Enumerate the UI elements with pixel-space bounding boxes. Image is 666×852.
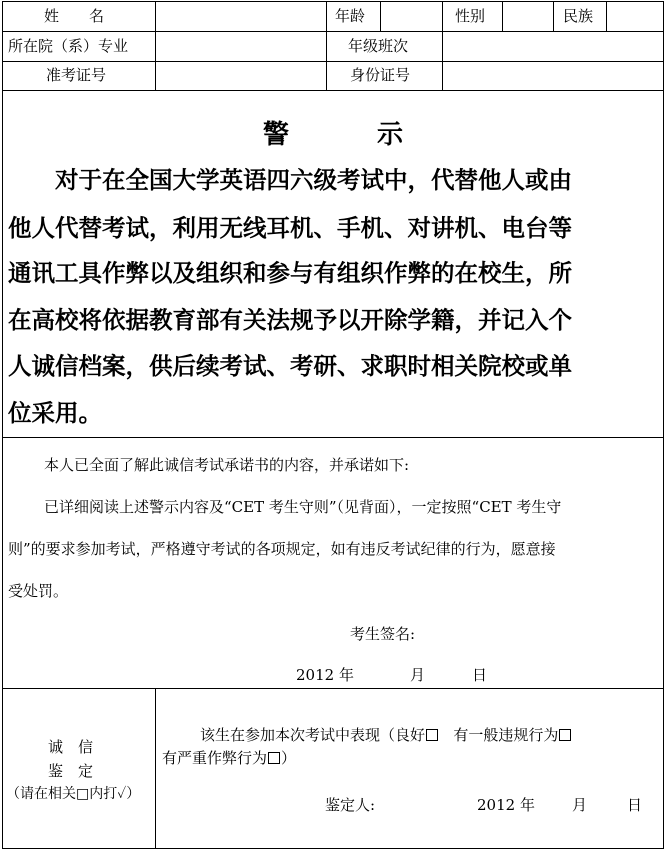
col-divider-c <box>380 1 381 31</box>
college-field[interactable] <box>157 33 325 60</box>
appraisal-text-1 <box>200 726 572 744</box>
grade-label: 年级班次 <box>348 37 409 55</box>
col-divider-a <box>155 1 156 90</box>
appraisal-text-2a: 有严重作弊行为 <box>162 749 268 767</box>
appraisal-text-1b: 有一般违规行为 <box>453 726 559 744</box>
admission-field[interactable] <box>157 63 325 89</box>
ethnicity-field[interactable] <box>608 3 662 30</box>
appraisal-note: （请在相关□内打✓） <box>6 786 141 802</box>
warning-line-2: 他人代替考试，利用无线耳机、手机、对讲机、电台等 <box>8 214 572 242</box>
appraisal-text-1a: 该生在参加本次考试中表现（良好 <box>200 726 426 744</box>
signature-field[interactable] <box>432 620 632 646</box>
warning-line-3: 通讯工具作弊以及组织和参与有组织作弊的在校生，所 <box>8 259 572 287</box>
checkbox-good[interactable] <box>426 729 438 741</box>
ethnicity-label: 民族 <box>563 7 594 25</box>
outer-border-bottom <box>2 848 664 849</box>
warning-line-6: 位采用。 <box>8 399 102 427</box>
age-label: 年龄 <box>335 7 366 25</box>
name-field[interactable] <box>157 3 325 30</box>
appraiser-label: 鉴定人: <box>325 796 376 814</box>
id-label: 身份证号 <box>350 66 411 84</box>
pledge-date-month: 月 <box>410 666 426 684</box>
appraisal-date-month: 月 <box>572 796 588 814</box>
col-divider-d <box>442 1 443 90</box>
id-field[interactable] <box>444 63 662 89</box>
pledge-intro: 本人已全面了解此诚信考试承诺书的内容，并承诺如下: <box>44 456 410 474</box>
warning-line-1: 对于在全国大学英语四六级考试中，代替他人或由 <box>8 166 572 194</box>
pledge-line-2: 则”的要求参加考试，严格遵守考试的各项规定，如有违反考试纪律的行为，愿意接 <box>8 540 556 558</box>
col-divider-f <box>553 1 554 31</box>
row-divider-2 <box>2 61 664 62</box>
gender-label: 性别 <box>455 7 486 25</box>
appraisal-text-2 <box>162 749 296 767</box>
age-field[interactable] <box>382 3 440 30</box>
appraisal-divider <box>155 688 156 849</box>
college-label: 所在院（系）专业 <box>8 37 129 55</box>
row-divider-1 <box>2 31 664 32</box>
row-divider-5 <box>2 688 664 689</box>
appraisal-label-2: 鉴 定 <box>48 762 94 780</box>
col-divider-g <box>606 1 607 31</box>
pledge-date-day: 日 <box>472 666 488 684</box>
appraisal-label-1: 诚 信 <box>48 738 94 756</box>
col-divider-e <box>502 1 503 31</box>
appraisal-date-day: 日 <box>627 796 643 814</box>
appraisal-date-year: 2012 年 <box>477 796 535 814</box>
pledge-line-1: 已详细阅读上述警示内容及“CET 考生守则”（见背面），一定按照“CET 考生守 <box>44 498 562 516</box>
warning-line-4: 在高校将依据教育部有关法规予以开除学籍，并记入个 <box>8 306 572 334</box>
pledge-line-3: 受处罚。 <box>8 582 69 600</box>
admission-label: 准考证号 <box>46 66 107 84</box>
checkbox-minor-violation[interactable] <box>559 729 571 741</box>
warning-line-5: 人诚信档案，供后续考试、考研、求职时相关院校或单 <box>8 352 572 380</box>
appraisal-text-2b: ） <box>281 749 297 767</box>
col-divider-b <box>326 1 327 90</box>
checkbox-serious-cheating[interactable] <box>268 752 280 764</box>
gender-field[interactable] <box>504 3 552 30</box>
outer-border-top <box>2 1 664 2</box>
row-divider-3 <box>2 90 664 91</box>
row-divider-4 <box>2 437 664 438</box>
grade-field[interactable] <box>444 33 662 60</box>
signature-label: 考生签名: <box>350 625 416 643</box>
warning-title: 警示 <box>262 120 491 150</box>
pledge-date-year: 2012 年 <box>296 666 354 684</box>
name-label: 姓 名 <box>44 7 105 25</box>
